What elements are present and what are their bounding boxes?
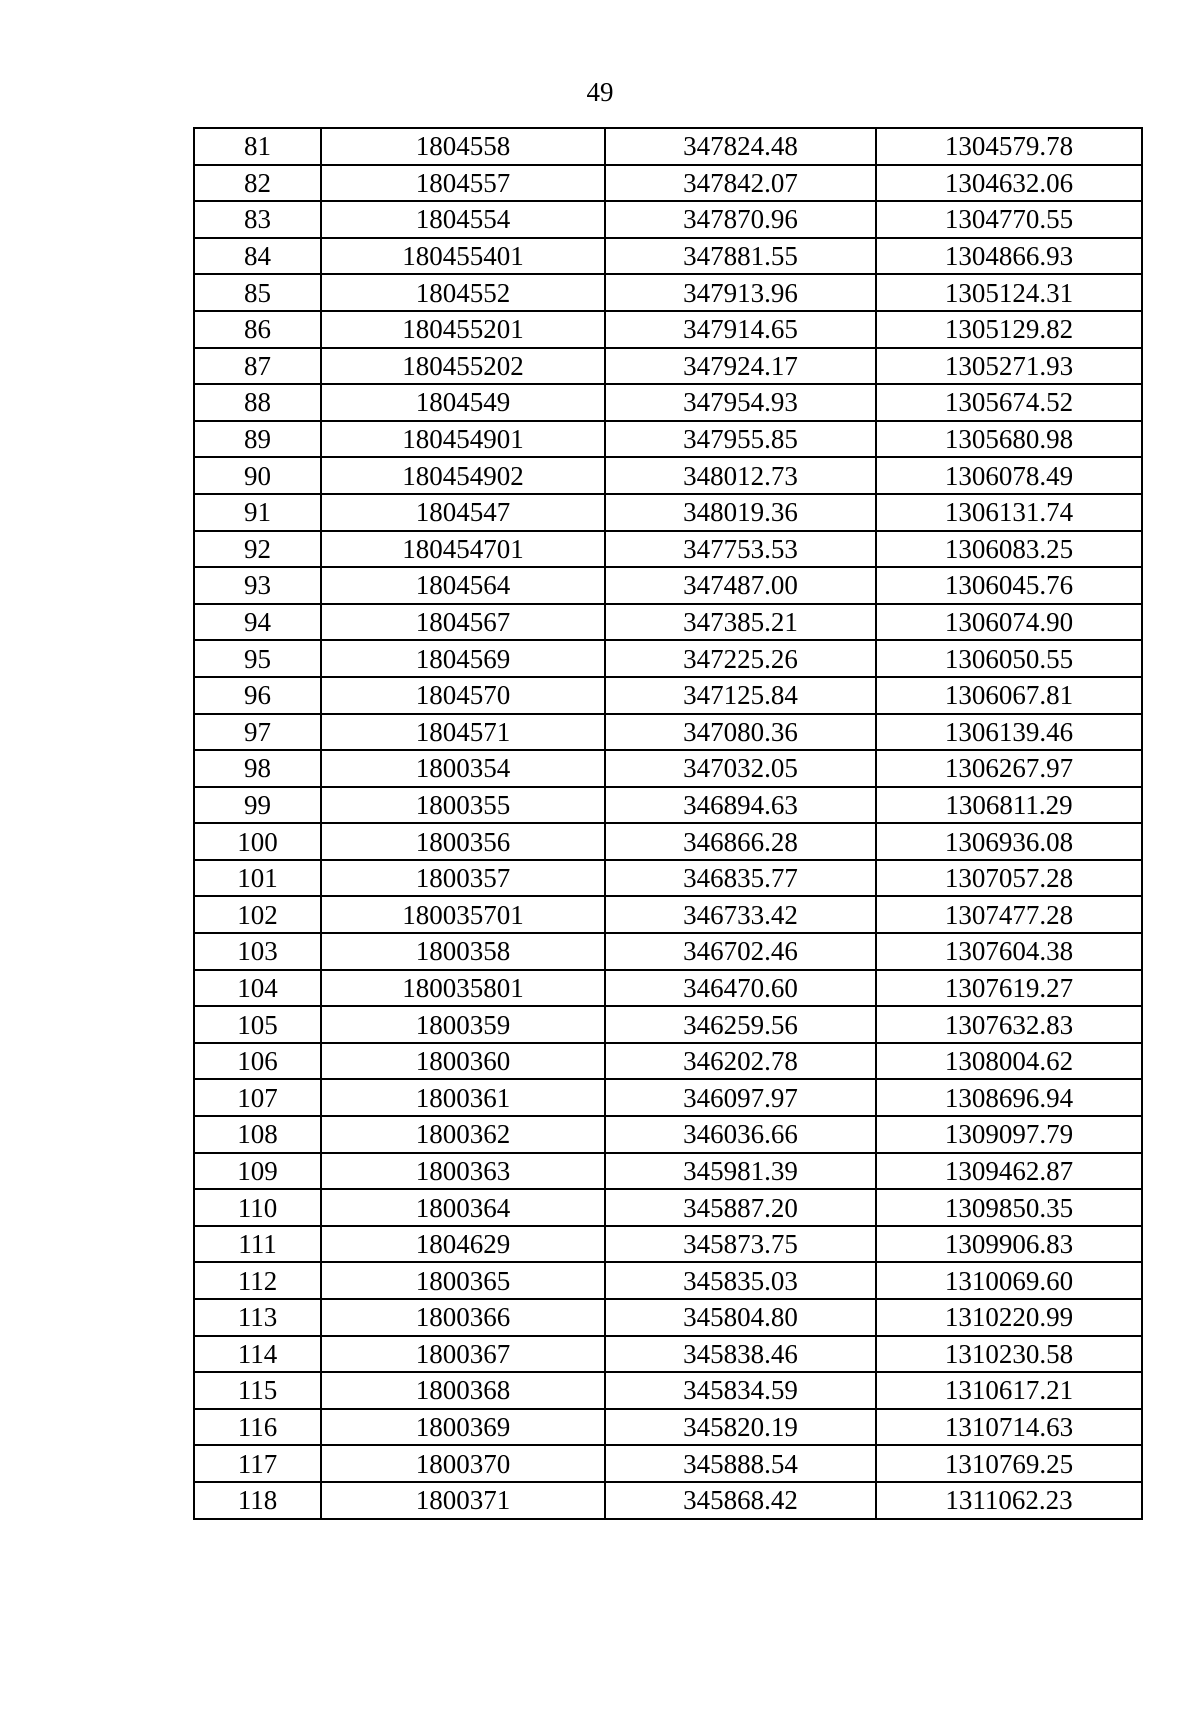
x-coordinate-cell: 346259.56	[605, 1006, 876, 1043]
y-coordinate-cell: 1305124.31	[876, 274, 1142, 311]
point-id-cell: 1804547	[321, 494, 605, 531]
point-id-cell: 1800364	[321, 1189, 605, 1226]
x-coordinate-cell: 347225.26	[605, 640, 876, 677]
row-number-cell: 101	[194, 860, 321, 897]
x-coordinate-cell: 347913.96	[605, 274, 876, 311]
y-coordinate-cell: 1309906.83	[876, 1226, 1142, 1263]
y-coordinate-cell: 1306050.55	[876, 640, 1142, 677]
table-row	[194, 1043, 1142, 1080]
y-coordinate-cell: 1306139.46	[876, 714, 1142, 751]
y-coordinate-cell: 1306067.81	[876, 677, 1142, 714]
table-row	[194, 274, 1142, 311]
x-coordinate-cell: 345868.42	[605, 1482, 876, 1519]
point-id-cell: 180454902	[321, 457, 605, 494]
x-coordinate-cell: 345873.75	[605, 1226, 876, 1263]
table-row	[194, 567, 1142, 604]
y-coordinate-cell: 1307619.27	[876, 970, 1142, 1007]
y-coordinate-cell: 1310230.58	[876, 1336, 1142, 1373]
x-coordinate-cell: 347842.07	[605, 165, 876, 202]
row-number-cell: 92	[194, 531, 321, 568]
y-coordinate-cell: 1307477.28	[876, 896, 1142, 933]
x-coordinate-cell: 346702.46	[605, 933, 876, 970]
y-coordinate-cell: 1306936.08	[876, 823, 1142, 860]
row-number-cell: 93	[194, 567, 321, 604]
y-coordinate-cell: 1310069.60	[876, 1262, 1142, 1299]
y-coordinate-cell: 1306045.76	[876, 567, 1142, 604]
row-number-cell: 97	[194, 714, 321, 751]
x-coordinate-cell: 347385.21	[605, 604, 876, 641]
row-number-cell: 104	[194, 970, 321, 1007]
y-coordinate-cell: 1309097.79	[876, 1116, 1142, 1153]
point-id-cell: 1800366	[321, 1299, 605, 1336]
y-coordinate-cell: 1306811.29	[876, 787, 1142, 824]
table-row	[194, 1409, 1142, 1446]
row-number-cell: 112	[194, 1262, 321, 1299]
row-number-cell: 108	[194, 1116, 321, 1153]
y-coordinate-cell: 1306083.25	[876, 531, 1142, 568]
y-coordinate-cell: 1304770.55	[876, 201, 1142, 238]
point-id-cell: 1804567	[321, 604, 605, 641]
x-coordinate-cell: 346470.60	[605, 970, 876, 1007]
point-id-cell: 180454901	[321, 421, 605, 458]
table-row	[194, 970, 1142, 1007]
y-coordinate-cell: 1309462.87	[876, 1153, 1142, 1190]
table-row	[194, 421, 1142, 458]
table-row	[194, 201, 1142, 238]
x-coordinate-cell: 346866.28	[605, 823, 876, 860]
point-id-cell: 1800354	[321, 750, 605, 787]
table-row	[194, 384, 1142, 421]
point-id-cell: 180455201	[321, 311, 605, 348]
row-number-cell: 110	[194, 1189, 321, 1226]
point-id-cell: 180455401	[321, 238, 605, 275]
y-coordinate-cell: 1307057.28	[876, 860, 1142, 897]
table-row	[194, 531, 1142, 568]
point-id-cell: 1800370	[321, 1445, 605, 1482]
point-id-cell: 1800355	[321, 787, 605, 824]
x-coordinate-cell: 345887.20	[605, 1189, 876, 1226]
x-coordinate-cell: 348012.73	[605, 457, 876, 494]
point-id-cell: 180035801	[321, 970, 605, 1007]
x-coordinate-cell: 346202.78	[605, 1043, 876, 1080]
point-id-cell: 1804629	[321, 1226, 605, 1263]
y-coordinate-cell: 1305680.98	[876, 421, 1142, 458]
point-id-cell: 1804570	[321, 677, 605, 714]
x-coordinate-cell: 347954.93	[605, 384, 876, 421]
row-number-cell: 91	[194, 494, 321, 531]
table-row	[194, 1372, 1142, 1409]
table-row	[194, 1153, 1142, 1190]
x-coordinate-cell: 345820.19	[605, 1409, 876, 1446]
table-row	[194, 860, 1142, 897]
coordinate-table	[193, 127, 1143, 1520]
x-coordinate-cell: 347955.85	[605, 421, 876, 458]
table-row	[194, 677, 1142, 714]
row-number-cell: 114	[194, 1336, 321, 1373]
table-row	[194, 1006, 1142, 1043]
table-row	[194, 1189, 1142, 1226]
page-number: 49	[586, 77, 614, 107]
point-id-cell: 1804554	[321, 201, 605, 238]
row-number-cell: 94	[194, 604, 321, 641]
x-coordinate-cell: 348019.36	[605, 494, 876, 531]
row-number-cell: 84	[194, 238, 321, 275]
y-coordinate-cell: 1306078.49	[876, 457, 1142, 494]
y-coordinate-cell: 1305271.93	[876, 348, 1142, 385]
table-row	[194, 640, 1142, 677]
point-id-cell: 1800371	[321, 1482, 605, 1519]
x-coordinate-cell: 347753.53	[605, 531, 876, 568]
x-coordinate-cell: 346733.42	[605, 896, 876, 933]
point-id-cell: 1804552	[321, 274, 605, 311]
table-row	[194, 714, 1142, 751]
table-row	[194, 1262, 1142, 1299]
table-row	[194, 1079, 1142, 1116]
coordinate-table-body	[194, 128, 1142, 1519]
table-row	[194, 1226, 1142, 1263]
row-number-cell: 111	[194, 1226, 321, 1263]
y-coordinate-cell: 1310714.63	[876, 1409, 1142, 1446]
x-coordinate-cell: 347924.17	[605, 348, 876, 385]
x-coordinate-cell: 347824.48	[605, 128, 876, 165]
row-number-cell: 81	[194, 128, 321, 165]
x-coordinate-cell: 346097.97	[605, 1079, 876, 1116]
point-id-cell: 180454701	[321, 531, 605, 568]
table-row	[194, 348, 1142, 385]
x-coordinate-cell: 347032.05	[605, 750, 876, 787]
point-id-cell: 1800365	[321, 1262, 605, 1299]
x-coordinate-cell: 347487.00	[605, 567, 876, 604]
point-id-cell: 180035701	[321, 896, 605, 933]
row-number-cell: 90	[194, 457, 321, 494]
y-coordinate-cell: 1311062.23	[876, 1482, 1142, 1519]
table-row	[194, 1482, 1142, 1519]
y-coordinate-cell: 1310617.21	[876, 1372, 1142, 1409]
table-row	[194, 457, 1142, 494]
point-id-cell: 1804564	[321, 567, 605, 604]
row-number-cell: 102	[194, 896, 321, 933]
y-coordinate-cell: 1304632.06	[876, 165, 1142, 202]
point-id-cell: 1804558	[321, 128, 605, 165]
x-coordinate-cell: 345834.59	[605, 1372, 876, 1409]
y-coordinate-cell: 1305674.52	[876, 384, 1142, 421]
x-coordinate-cell: 345838.46	[605, 1336, 876, 1373]
y-coordinate-cell: 1304579.78	[876, 128, 1142, 165]
row-number-cell: 86	[194, 311, 321, 348]
point-id-cell: 1800356	[321, 823, 605, 860]
x-coordinate-cell: 347914.65	[605, 311, 876, 348]
point-id-cell: 180455202	[321, 348, 605, 385]
y-coordinate-cell: 1307632.83	[876, 1006, 1142, 1043]
table-row	[194, 787, 1142, 824]
point-id-cell: 1800369	[321, 1409, 605, 1446]
table-row	[194, 823, 1142, 860]
row-number-cell: 106	[194, 1043, 321, 1080]
point-id-cell: 1804557	[321, 165, 605, 202]
row-number-cell: 85	[194, 274, 321, 311]
point-id-cell: 1804549	[321, 384, 605, 421]
row-number-cell: 95	[194, 640, 321, 677]
row-number-cell: 87	[194, 348, 321, 385]
y-coordinate-cell: 1306074.90	[876, 604, 1142, 641]
table-row	[194, 1116, 1142, 1153]
x-coordinate-cell: 347125.84	[605, 677, 876, 714]
table-row	[194, 238, 1142, 275]
table-row	[194, 604, 1142, 641]
y-coordinate-cell: 1309850.35	[876, 1189, 1142, 1226]
row-number-cell: 83	[194, 201, 321, 238]
table-row	[194, 933, 1142, 970]
point-id-cell: 1800358	[321, 933, 605, 970]
table-row	[194, 896, 1142, 933]
x-coordinate-cell: 347870.96	[605, 201, 876, 238]
table-row	[194, 1336, 1142, 1373]
row-number-cell: 98	[194, 750, 321, 787]
y-coordinate-cell: 1306267.97	[876, 750, 1142, 787]
row-number-cell: 118	[194, 1482, 321, 1519]
point-id-cell: 1800367	[321, 1336, 605, 1373]
row-number-cell: 115	[194, 1372, 321, 1409]
row-number-cell: 109	[194, 1153, 321, 1190]
x-coordinate-cell: 345981.39	[605, 1153, 876, 1190]
y-coordinate-cell: 1307604.38	[876, 933, 1142, 970]
point-id-cell: 1804569	[321, 640, 605, 677]
row-number-cell: 116	[194, 1409, 321, 1446]
table-row	[194, 1445, 1142, 1482]
row-number-cell: 103	[194, 933, 321, 970]
y-coordinate-cell: 1305129.82	[876, 311, 1142, 348]
table-row	[194, 1299, 1142, 1336]
x-coordinate-cell: 346894.63	[605, 787, 876, 824]
y-coordinate-cell: 1308696.94	[876, 1079, 1142, 1116]
x-coordinate-cell: 347881.55	[605, 238, 876, 275]
y-coordinate-cell: 1308004.62	[876, 1043, 1142, 1080]
row-number-cell: 89	[194, 421, 321, 458]
point-id-cell: 1800368	[321, 1372, 605, 1409]
table-row	[194, 165, 1142, 202]
x-coordinate-cell: 345804.80	[605, 1299, 876, 1336]
y-coordinate-cell: 1304866.93	[876, 238, 1142, 275]
x-coordinate-cell: 345835.03	[605, 1262, 876, 1299]
point-id-cell: 1800361	[321, 1079, 605, 1116]
row-number-cell: 105	[194, 1006, 321, 1043]
y-coordinate-cell: 1310769.25	[876, 1445, 1142, 1482]
point-id-cell: 1800359	[321, 1006, 605, 1043]
point-id-cell: 1800363	[321, 1153, 605, 1190]
x-coordinate-cell: 346835.77	[605, 860, 876, 897]
point-id-cell: 1800362	[321, 1116, 605, 1153]
x-coordinate-cell: 347080.36	[605, 714, 876, 751]
row-number-cell: 99	[194, 787, 321, 824]
row-number-cell: 88	[194, 384, 321, 421]
x-coordinate-cell: 345888.54	[605, 1445, 876, 1482]
table-row	[194, 750, 1142, 787]
y-coordinate-cell: 1306131.74	[876, 494, 1142, 531]
x-coordinate-cell: 346036.66	[605, 1116, 876, 1153]
row-number-cell: 82	[194, 165, 321, 202]
table-row	[194, 494, 1142, 531]
row-number-cell: 117	[194, 1445, 321, 1482]
y-coordinate-cell: 1310220.99	[876, 1299, 1142, 1336]
point-id-cell: 1804571	[321, 714, 605, 751]
row-number-cell: 96	[194, 677, 321, 714]
row-number-cell: 113	[194, 1299, 321, 1336]
point-id-cell: 1800357	[321, 860, 605, 897]
row-number-cell: 100	[194, 823, 321, 860]
table-row	[194, 311, 1142, 348]
point-id-cell: 1800360	[321, 1043, 605, 1080]
row-number-cell: 107	[194, 1079, 321, 1116]
table-row	[194, 128, 1142, 165]
